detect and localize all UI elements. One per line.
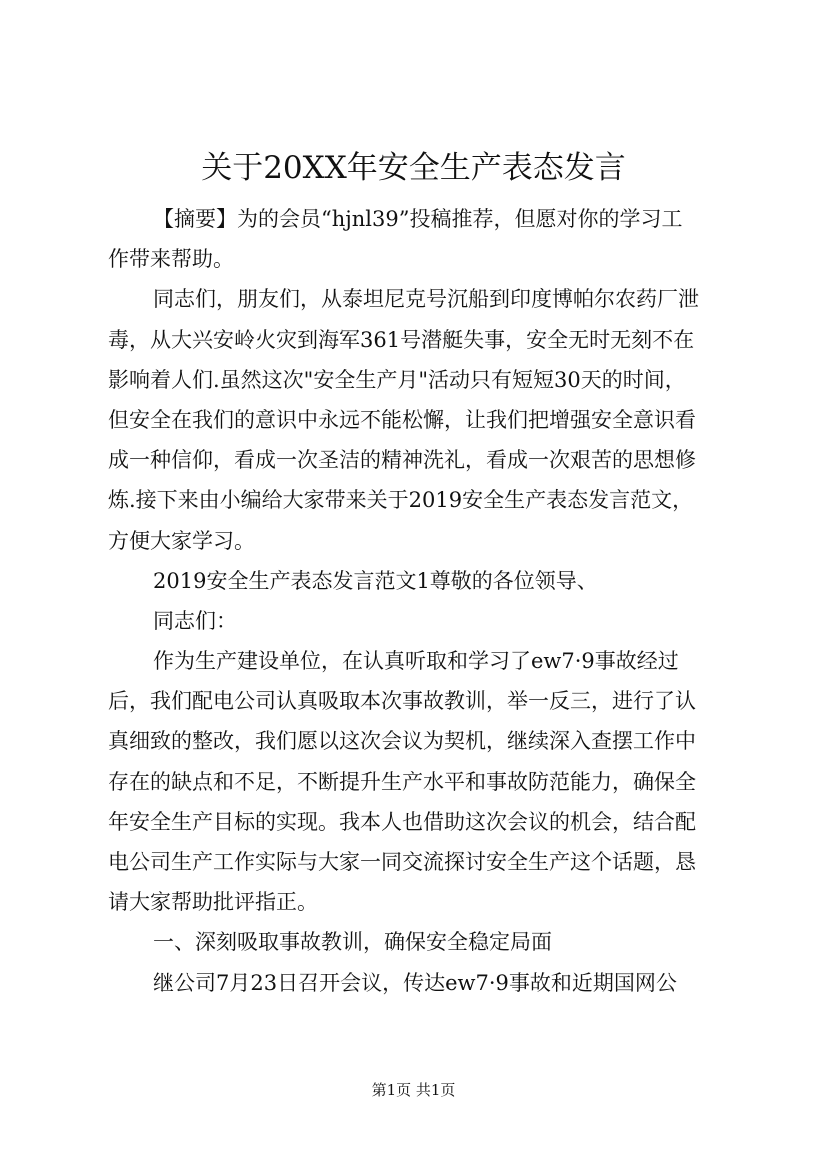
paragraph-line: 炼.接下来由小编给大家带来关于2019安全生产表态发言范文， bbox=[108, 488, 694, 513]
paragraph-line: 继公司7月23日召开会议，传达ew7·9事故和近期国网公 bbox=[153, 970, 677, 995]
paragraph-line: 作为生产建设单位，在认真听取和学习了ew7·9事故经过 bbox=[153, 649, 679, 674]
paragraph-line: 但安全在我们的意识中永远不能松懈，让我们把增强安全意识看 bbox=[108, 407, 696, 432]
paragraph-line: 作带来帮助。 bbox=[108, 247, 234, 272]
page-footer: 第1页 共1页 bbox=[371, 1081, 456, 1099]
paragraph-line: 同志们，朋友们，从泰坦尼克号沉船到印度博帕尔农药厂泄 bbox=[153, 287, 699, 312]
paragraph-line-abstract: 【摘要】为的会员“hjnl39”投稿推荐，但愿对你的学习工 bbox=[153, 207, 683, 231]
paragraph-line: 请大家帮助批评指正。 bbox=[108, 890, 318, 915]
paragraph-line: 成一种信仰，看成一次圣洁的精神洗礼，看成一次艰苦的思想修 bbox=[108, 448, 696, 473]
paragraph-line: 毒，从大兴安岭火灾到海军361号潜艇失事，安全无时无刻不在 bbox=[108, 327, 695, 352]
salutation-line: 同志们： bbox=[153, 608, 237, 633]
paragraph-line: 后，我们配电公司认真吸取本次事故教训，举一反三，进行了认 bbox=[108, 689, 696, 714]
paragraph-line: 方便大家学习。 bbox=[108, 528, 255, 553]
document-body bbox=[108, 199, 738, 1003]
paragraph-line: 电公司生产工作实际与大家一同交流探讨安全生产这个话题，恳 bbox=[108, 850, 696, 874]
subsection-heading-line: 一、深刻吸取事故教训，确保安全稳定局面 bbox=[153, 930, 552, 955]
paragraph-line: 存在的缺点和不足，不断提升生产水平和事故防范能力，确保全 bbox=[108, 769, 696, 794]
section-heading-line: 2019安全生产表态发言范文1尊敬的各位领导、 bbox=[153, 568, 598, 593]
document-title: 关于20XX年安全生产表态发言 bbox=[201, 150, 626, 186]
paragraph-line: 影响着人们.虽然这次"安全生产月"活动只有短短30天的时间， bbox=[108, 367, 686, 392]
paragraph-line: 真细致的整改，我们愿以这次会议为契机，继续深入查摆工作中 bbox=[108, 729, 696, 754]
paragraph-line: 年安全生产目标的实现。我本人也借助这次会议的机会，结合配 bbox=[108, 809, 696, 834]
